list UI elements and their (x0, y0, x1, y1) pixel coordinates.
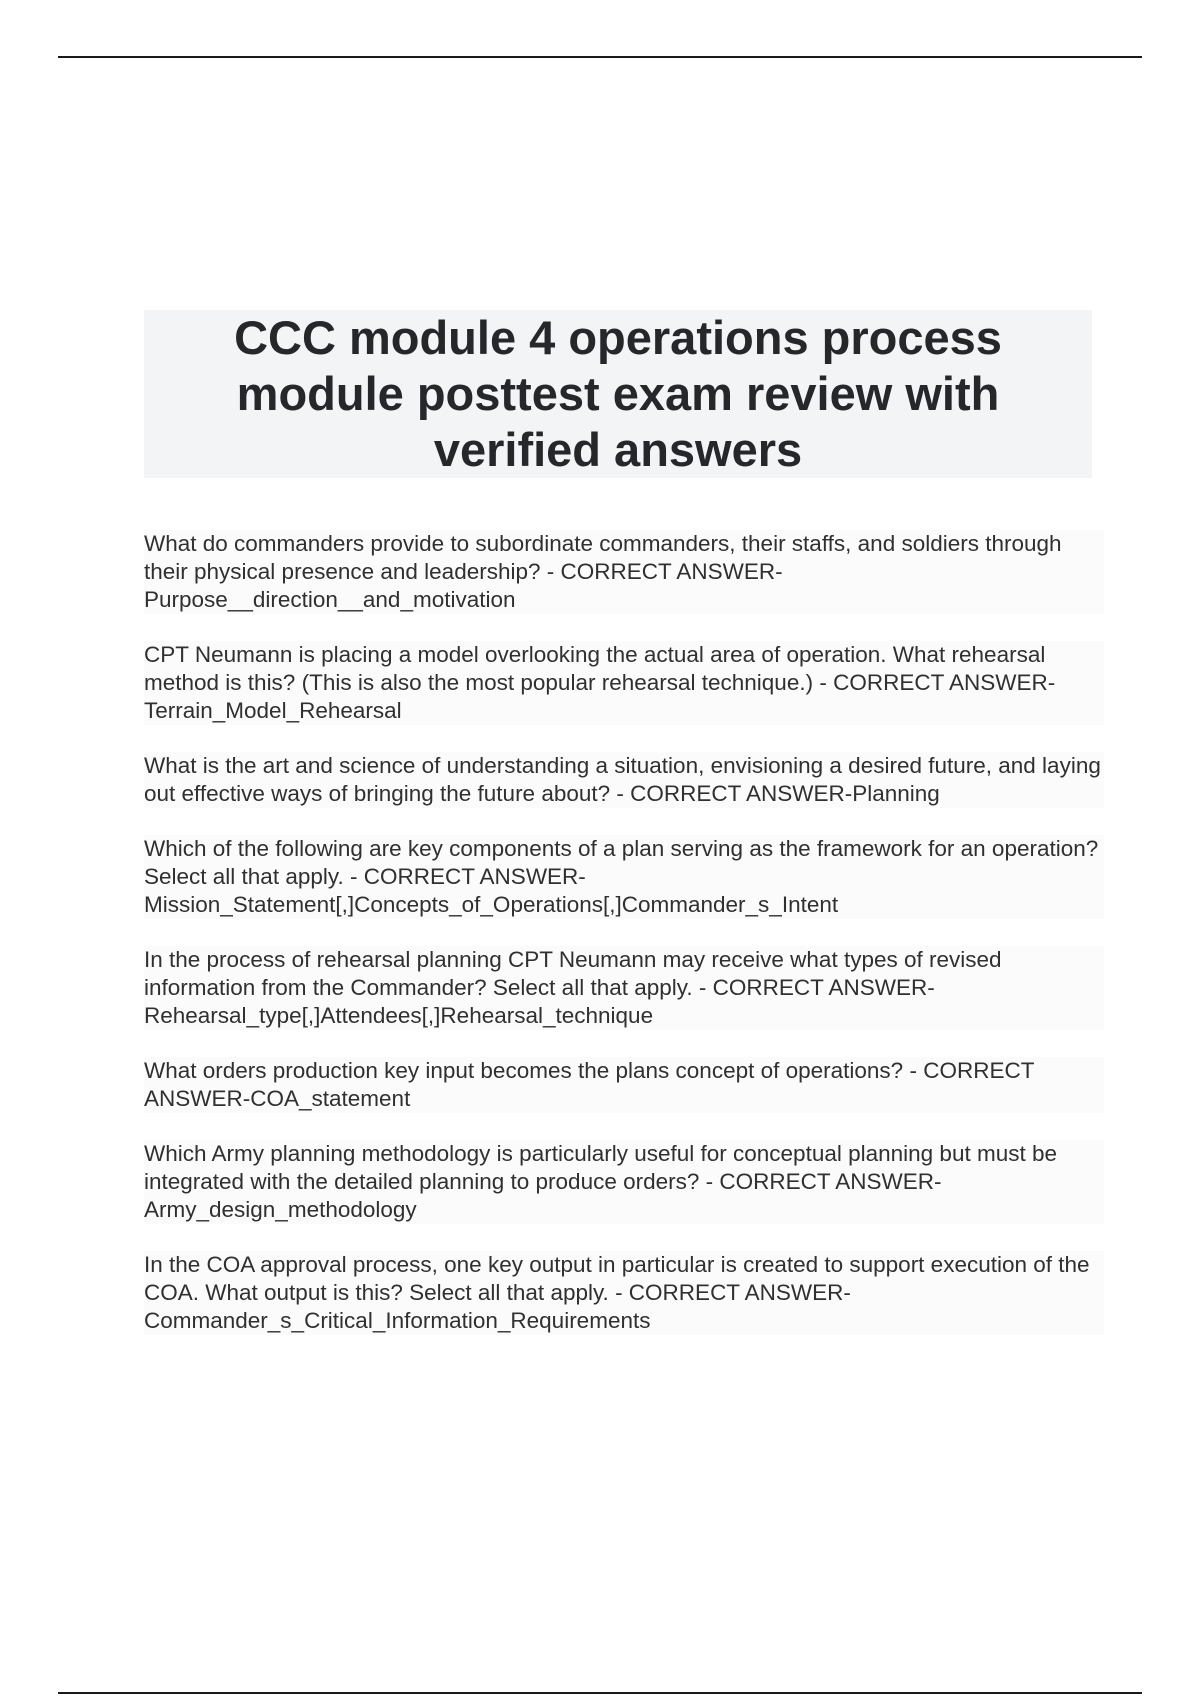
question-text: Which of the following are key components of a plan serving as the framework for an operation? Select all that apply. (144, 836, 1099, 889)
qa-item-6 (144, 1057, 1104, 1113)
answer-text: COA_statement (250, 1086, 411, 1111)
qa-item-7 (144, 1140, 1104, 1224)
answer-text: Mission_Statement[,]Concepts_of_Operations[,]Commander_s_Intent (144, 892, 839, 917)
qa-item-8 (144, 1251, 1104, 1335)
question-text: CPT Neumann is placing a model overlooking the actual area of operation. What rehearsal method is this? (This is also the most popular rehearsal technique.) (144, 642, 1046, 695)
answer-separator: - CORRECT ANSWER- (813, 670, 1056, 695)
answer-separator: - CORRECT ANSWER- (343, 864, 586, 889)
answer-text: Commander_s_Critical_Information_Requirements (144, 1308, 651, 1333)
header-rule (58, 56, 1142, 58)
answer-text: Army_design_methodology (144, 1197, 417, 1222)
qa-item-3 (144, 752, 1104, 808)
question-text: What is the art and science of understanding a situation, envisioning a desired future, and laying out effective ways of bringing the future about? (144, 753, 1101, 806)
question-text: In the COA approval process, one key output in particular is created to support execution of the COA. What output is this? Select all that apply. (144, 1252, 1090, 1305)
question-text: What do commanders provide to subordinate commanders, their staffs, and soldiers through their physical presence and leadership? (144, 531, 1062, 584)
document-title: CCC module 4 operations process module posttest exam review with verified answers (234, 311, 1002, 476)
answer-separator: - CORRECT ANSWER- (540, 559, 783, 584)
question-text: Which Army planning methodology is particularly useful for conceptual planning but must be integrated with the detailed planning to produce orders? (144, 1141, 1057, 1194)
footer-rule (58, 1692, 1142, 1694)
title-block (144, 310, 1092, 478)
question-text: What orders production key input becomes the plans concept of operations? (144, 1058, 904, 1083)
qa-item-4 (144, 835, 1104, 919)
answer-separator: - CORRECT ANSWER- (692, 975, 935, 1000)
answer-separator: - CORRECT ANSWER- (144, 1058, 1035, 1111)
qa-item-2 (144, 641, 1104, 725)
qa-item-1 (144, 530, 1104, 614)
answer-separator: - CORRECT ANSWER- (610, 781, 853, 806)
answer-separator: - CORRECT ANSWER- (699, 1169, 942, 1194)
answer-separator: - CORRECT ANSWER- (608, 1280, 851, 1305)
qa-list (144, 530, 1104, 1362)
answer-text: Rehearsal_type[,]Attendees[,]Rehearsal_technique (144, 1003, 654, 1028)
answer-text: Planning (852, 781, 940, 806)
answer-text: Terrain_Model_Rehearsal (144, 698, 402, 723)
question-text: In the process of rehearsal planning CPT Neumann may receive what types of revised information from the Commander? Select all that apply. (144, 947, 1002, 1000)
answer-text: Purpose__direction__and_motivation (144, 587, 516, 612)
qa-item-5 (144, 946, 1104, 1030)
